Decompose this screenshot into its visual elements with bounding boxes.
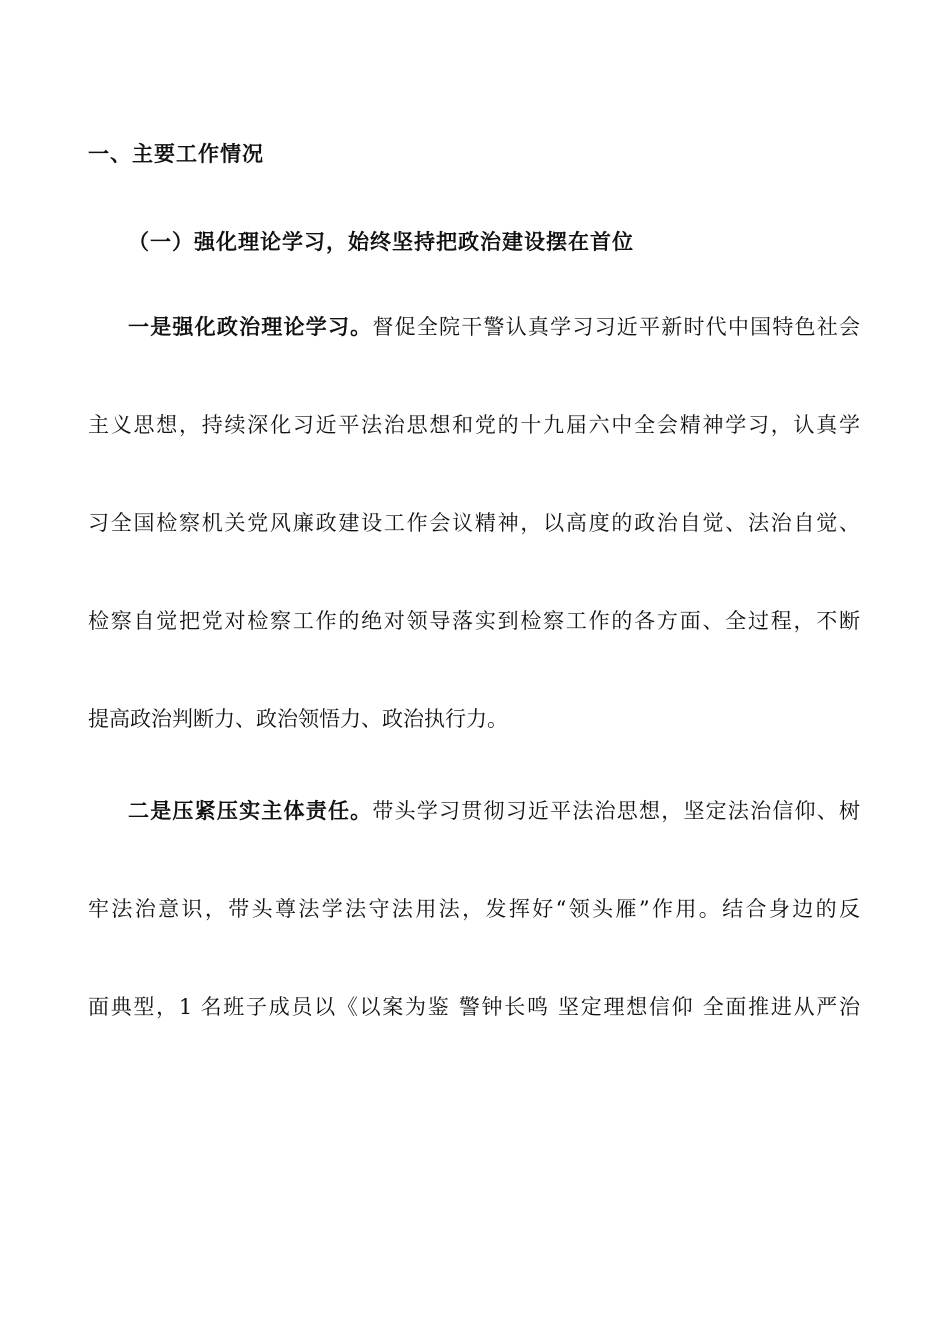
paragraph-1-line-3: 习全国检察机关党风廉政建设工作会议精神，以高度的政治自觉、法治自觉、 (88, 511, 860, 535)
paragraph-2-lead: 二是压紧压实主体责任。 (128, 798, 373, 823)
paragraph-2-text: 带头学习贯彻习近平法治思想，坚定法治信仰、树 (372, 799, 860, 823)
paragraph-1-line-5: 提高政治判断力、政治领悟力、政治执行力。 (88, 707, 508, 731)
paragraph-2-line-1 (128, 796, 860, 826)
paragraph-1-line-2: 主义思想，持续深化习近平法治思想和党的十九届六中全会精神学习，认真学 (88, 413, 860, 437)
paragraph-2-line-3: 面典型，1 名班子成员以《以案为鉴 警钟长鸣 坚定理想信仰 全面推进从严治 (88, 995, 860, 1019)
paragraph-2-line-2: 牢法治意识，带头尊法学法守法用法，发挥好“领头雁”作用。结合身边的反 (88, 897, 860, 921)
subsection-heading: （一）强化理论学习，始终坚持把政治建设摆在首位 (128, 229, 634, 254)
section-heading: 一、主要工作情况 (88, 141, 264, 166)
paragraph-1-text: 督促全院干警认真学习习近平新时代中国特色社会 (372, 315, 860, 339)
paragraph-1-line-4: 检察自觉把党对检察工作的绝对领导落实到检察工作的各方面、全过程，不断 (88, 609, 860, 633)
paragraph-1-lead: 一是强化政治理论学习。 (128, 314, 373, 339)
paragraph-1-line-1 (128, 312, 860, 342)
